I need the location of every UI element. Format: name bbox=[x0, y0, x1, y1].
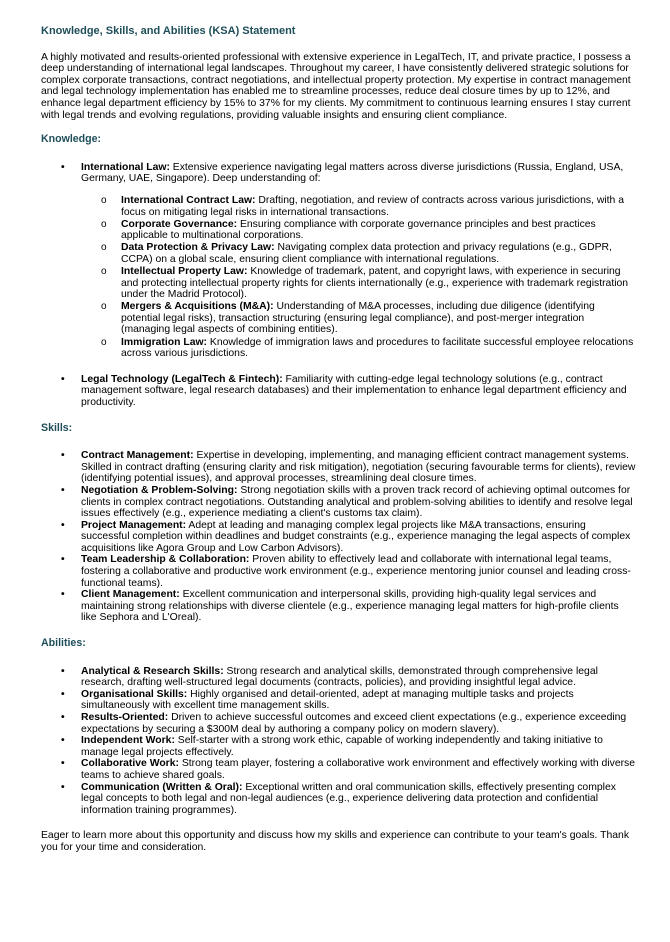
bullet-icon: • bbox=[61, 758, 65, 770]
item-label: Intellectual Property Law: bbox=[121, 266, 248, 277]
bullet-icon: • bbox=[61, 161, 65, 173]
list-item bbox=[61, 758, 636, 781]
item-text: Strong research and analytical skills, demonstrated through comprehensive legal research, drafting well-structured legal documents (contracts, policies), and providing insightful legal advice. bbox=[81, 665, 598, 689]
list-item bbox=[61, 712, 636, 735]
bullet-icon: • bbox=[61, 519, 65, 531]
item-label: Independent Work: bbox=[81, 735, 175, 747]
item-text: Expertise in developing, implementing, and managing efficient contract management systems. Skilled in contract drafting (ensuring clarity and risk mitigation), negotiation (securing favourable terms for clients), review (identifying potential issues), and approval processes, streamlining deal closure times. bbox=[81, 450, 636, 485]
item-label: Analytical & Research Skills: bbox=[81, 665, 224, 677]
list-item bbox=[61, 665, 636, 689]
item-label: Legal Technology (LegalTech & Fintech): bbox=[81, 373, 283, 385]
knowledge-list bbox=[41, 162, 636, 409]
bullet-icon: • bbox=[61, 373, 65, 385]
item-label: International Law: bbox=[81, 161, 170, 173]
closing-paragraph: Eager to learn more about this opportunity and discuss how my skills and experience can contribute to your team's goals. Thank you for your time and consideration. bbox=[41, 830, 630, 853]
item-label: Corporate Governance: bbox=[121, 218, 238, 230]
list-item bbox=[61, 781, 636, 817]
item-text: Self-starter with a strong work ethic, capable of working independently and taking initiative to manage legal projects effectively. bbox=[81, 735, 603, 758]
sublist-item bbox=[101, 218, 636, 242]
item-label: International Contract Law: bbox=[121, 194, 256, 206]
bullet-icon: • bbox=[61, 688, 65, 700]
item-label: Contract Management: bbox=[81, 450, 194, 462]
list-item bbox=[61, 484, 636, 520]
list-item bbox=[61, 554, 636, 589]
knowledge-item-international-law bbox=[61, 161, 636, 360]
item-label: Organisational Skills: bbox=[81, 688, 188, 700]
item-text: Exceptional written and oral communication skills, effectively presenting complex legal concepts to both legal and non-legal audiences (e.g., experience delivering data protection and confidential information training programmes). bbox=[81, 781, 616, 816]
sublist-item bbox=[101, 301, 636, 336]
bullet-icon: • bbox=[61, 589, 65, 601]
bullet-icon: • bbox=[61, 712, 65, 723]
circle-bullet-icon: o bbox=[101, 218, 107, 230]
item-text: Strong negotiation skills with a proven track record of achieving optimal outcomes for clients in complex contract negotiations. Outstanding analytical and problem-solving abilities to identify and resolve legal issues effectively (e.g., experience mediating a client's customs tax claim). bbox=[81, 484, 633, 520]
item-label: Immigration Law: bbox=[121, 336, 208, 348]
circle-bullet-icon: o bbox=[101, 266, 107, 277]
item-text: Excellent communication and interpersonal skills, providing high-quality legal services and maintaining strong relationships with diverse clientele (e.g., experience managing legal matters for high-profile clients like Sephora and L'Oreal). bbox=[81, 589, 619, 624]
abilities-list bbox=[41, 666, 636, 817]
circle-bullet-icon: o bbox=[101, 301, 107, 313]
item-text: Navigating complex data protection and privacy regulations (e.g., GDPR, CCPA) on a global scale, ensuring client compliance with international regulations. bbox=[121, 242, 612, 265]
list-item bbox=[61, 589, 636, 624]
item-text: Familiarity with cutting-edge legal technology solutions (e.g., contract management software, legal research databases) and their implementation to enhance legal department efficiency and productivity. bbox=[81, 373, 627, 408]
sublist-item bbox=[101, 242, 636, 265]
abilities-heading: Abilities: bbox=[41, 637, 86, 650]
item-text: Highly organised and detail-oriented, adept at managing multiple tasks and projects simultaneously with excellent time management skills. bbox=[81, 688, 574, 712]
sublist-item bbox=[101, 266, 636, 301]
item-text: Strong team player, fostering a collaborative work environment and effectively working with diverse teams to achieve shared goals. bbox=[81, 758, 636, 781]
item-text: Ensuring compliance with corporate governance principles and best practices applicable to multinational corporations. bbox=[121, 218, 596, 242]
list-item bbox=[61, 735, 636, 758]
intro-paragraph: A highly motivated and results-oriented professional with extensive experience in LegalTech, IT, and private practice, I possess a deep understanding of international legal landscapes. Throughout my career, I have consistently delivered strategic solutions for complex corporate transactions, contract negotiations, and intellectual property protection. My expertise in contract management and legal technology implementation has enabled me to streamline processes, reduce deal closure times by up to 12%, and enhance legal department efficiency by 15% to 37% for my clients. My commitment to continuous learning ensures I stay current with legal trends and evolving regulations, providing valuable insights and ensuring client compliance. bbox=[41, 51, 631, 121]
list-item bbox=[61, 688, 636, 712]
item-text: Drafting, negotiation, and review of contracts across various jurisdictions, with a focus on mitigating legal risks in international transactions. bbox=[121, 194, 624, 218]
sublist-item bbox=[101, 194, 636, 218]
bullet-icon: • bbox=[61, 450, 65, 462]
knowledge-item-legal-technology bbox=[61, 373, 636, 409]
skills-heading: Skills: bbox=[41, 421, 73, 434]
item-text: Proven ability to effectively lead and collaborate with international legal teams, fostering a collaborative and productive work environment (e.g., experience mentoring junior counsel and leading cross-functional teams). bbox=[81, 554, 631, 589]
list-item bbox=[61, 450, 636, 485]
document-title: Knowledge, Skills, and Abilities (KSA) Statement bbox=[41, 25, 296, 37]
item-label: Communication (Written & Oral): bbox=[81, 781, 243, 793]
sublist-item bbox=[101, 336, 636, 360]
item-label: Collaborative Work: bbox=[81, 758, 179, 770]
item-text: Knowledge of immigration laws and procedures to facilitate successful employee relocations across various jurisdictions. bbox=[121, 336, 634, 360]
item-label: Data Protection & Privacy Law: bbox=[121, 242, 275, 254]
item-label: Negotiation & Problem-Solving: bbox=[81, 484, 238, 496]
skills-list bbox=[41, 450, 636, 624]
item-text: Extensive experience navigating legal matters across diverse jurisdictions (Russia, England, USA, Germany, UAE, Singapore). Deep understanding of: bbox=[81, 161, 624, 185]
item-text: Adept at leading and managing complex legal projects like M&A transactions, ensuring successful completion within deadlines and budget constraints (e.g., experience managing the legal aspects of complex acquisitions like Agora Group and Low Carbon Advisors). bbox=[81, 519, 631, 554]
item-text: Driven to achieve successful outcomes and exceed client expectations (e.g., experience exceeding expectations by securing a $300M deal by authoring a company policy on modern slavery). bbox=[81, 712, 627, 735]
circle-bullet-icon: o bbox=[101, 194, 107, 206]
bullet-icon: • bbox=[61, 735, 65, 747]
list-item bbox=[61, 519, 636, 555]
item-label: Results-Oriented: bbox=[81, 712, 169, 723]
item-label: Project Management: bbox=[81, 519, 187, 531]
bullet-icon: • bbox=[61, 484, 65, 496]
knowledge-heading: Knowledge: bbox=[41, 133, 102, 146]
circle-bullet-icon: o bbox=[101, 242, 107, 254]
item-text: Understanding of M&A processes, including due diligence (identifying potential legal risks), transaction structuring (ensuring legal compliance), and post-merger integration (managing legal aspects of combining entities). bbox=[121, 301, 595, 336]
item-label: Team Leadership & Collaboration: bbox=[81, 554, 250, 566]
circle-bullet-icon: o bbox=[101, 336, 107, 348]
bullet-icon: • bbox=[61, 665, 65, 677]
international-law-sublist bbox=[81, 195, 636, 360]
item-label: Client Management: bbox=[81, 589, 180, 601]
bullet-icon: • bbox=[61, 781, 65, 793]
item-text: Knowledge of trademark, patent, and copyright laws, with experience in securing and protecting intellectual property rights for clients internationally (e.g., experience with trademark registration under the Madrid Protocol). bbox=[121, 266, 629, 301]
bullet-icon: • bbox=[61, 554, 65, 566]
item-label: Mergers & Acquisitions (M&A): bbox=[121, 301, 274, 313]
